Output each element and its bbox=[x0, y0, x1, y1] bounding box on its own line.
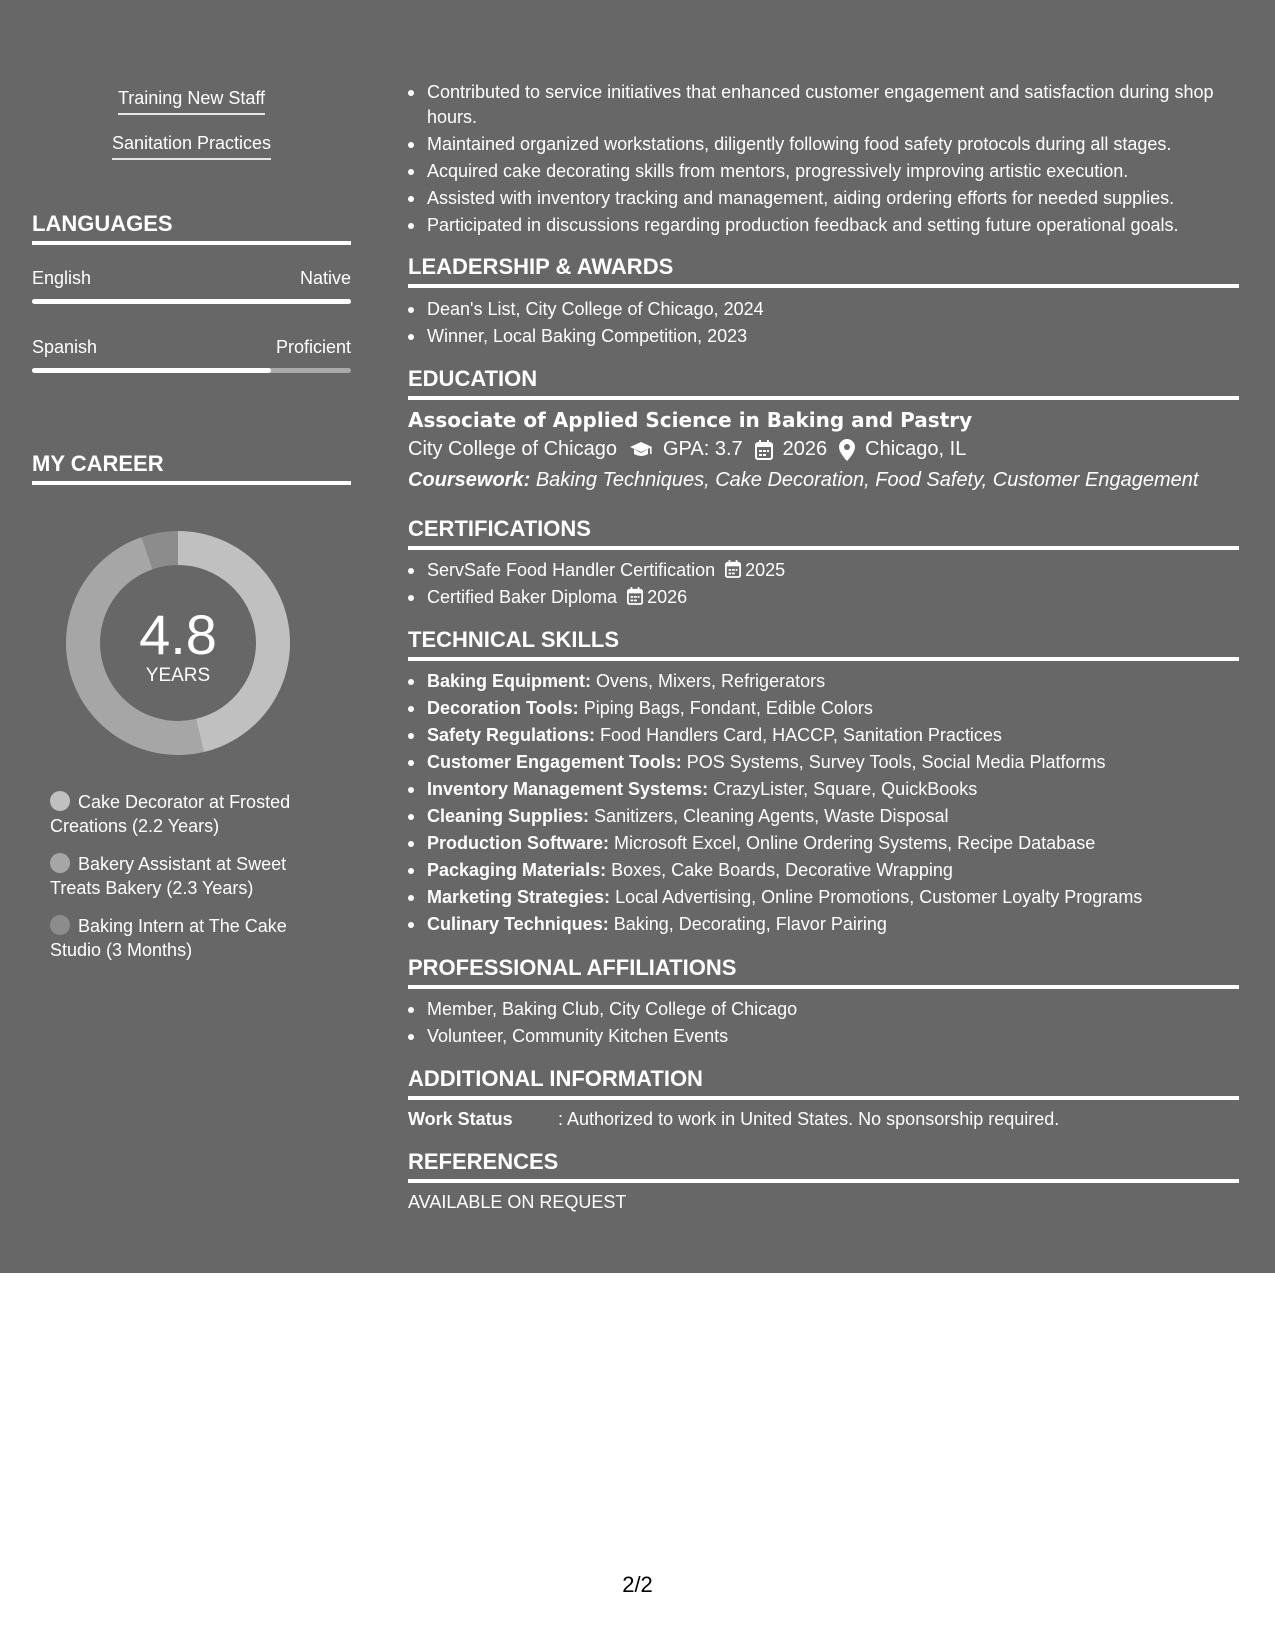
certification-year: 2026 bbox=[647, 587, 688, 607]
certification-name: ServSafe Food Handler Certification bbox=[427, 560, 716, 580]
skill-sanitation-practices bbox=[32, 133, 351, 160]
career-total-unit: YEARS bbox=[145, 665, 211, 686]
certifications-heading: CERTIFICATIONS bbox=[408, 516, 1239, 550]
language-bar-spanish bbox=[32, 368, 351, 373]
skill-category: Decoration Tools: bbox=[427, 698, 579, 718]
career-heading: MY CAREER bbox=[32, 451, 351, 485]
technical-skills-list bbox=[408, 669, 1239, 939]
language-bar-fill bbox=[32, 368, 271, 373]
list-item bbox=[408, 750, 1239, 775]
list-item bbox=[408, 585, 1239, 610]
skill-category: Inventory Management Systems: bbox=[427, 779, 709, 799]
skill-category: Baking Equipment: bbox=[427, 671, 592, 691]
skill-values: Boxes, Cake Boards, Decorative Wrapping bbox=[611, 860, 953, 880]
calendar-icon bbox=[627, 587, 643, 605]
education-year: 2026 bbox=[782, 438, 828, 460]
education-degree: Associate of Applied Science in Baking and Pastry bbox=[408, 408, 973, 432]
list-item bbox=[408, 777, 1239, 802]
list-item: Maintained organized workstations, diligently following food safety protocols during all stages. bbox=[408, 132, 1239, 157]
certification-year: 2025 bbox=[745, 560, 786, 580]
work-status-row bbox=[408, 1109, 1059, 1130]
career-item-text: Baking Intern at The Cake Studio (3 Months) bbox=[50, 916, 287, 960]
skill-label: Sanitation Practices bbox=[112, 133, 271, 160]
education-school: City College of Chicago bbox=[408, 438, 617, 460]
education-details bbox=[408, 438, 966, 461]
skill-values: Local Advertising, Online Promotions, Customer Loyalty Programs bbox=[615, 887, 1143, 907]
list-item: Winner, Local Baking Competition, 2023 bbox=[408, 324, 1239, 349]
skill-values: Microsoft Excel, Online Ordering Systems, Recipe Database bbox=[614, 833, 1096, 853]
education-gpa: GPA: 3.7 bbox=[663, 438, 743, 460]
work-status-label: Work Status bbox=[408, 1109, 513, 1129]
experience-bullets bbox=[408, 80, 1239, 240]
list-item bbox=[408, 885, 1239, 910]
language-spanish bbox=[32, 337, 351, 358]
technical-skills-heading: TECHNICAL SKILLS bbox=[408, 627, 1239, 661]
career-item bbox=[50, 852, 320, 900]
list-item bbox=[408, 696, 1239, 721]
list-item: Acquired cake decorating skills from mentors, progressively improving artistic execution. bbox=[408, 159, 1239, 184]
skill-label: Training New Staff bbox=[118, 88, 265, 115]
affiliations-list bbox=[408, 997, 1239, 1051]
references-text: AVAILABLE ON REQUEST bbox=[408, 1192, 627, 1212]
career-dot bbox=[50, 791, 70, 811]
list-item: Assisted with inventory tracking and management, aiding ordering efforts for needed supplies. bbox=[408, 186, 1239, 211]
coursework-label: Coursework: bbox=[408, 469, 531, 491]
list-item bbox=[408, 858, 1239, 883]
list-item: Dean's List, City College of Chicago, 2024 bbox=[408, 297, 1239, 322]
skill-training-new-staff bbox=[32, 88, 351, 115]
skill-category: Marketing Strategies: bbox=[427, 887, 611, 907]
career-item bbox=[50, 914, 320, 962]
skill-values: Ovens, Mixers, Refrigerators bbox=[596, 671, 826, 691]
skill-values: Piping Bags, Fondant, Edible Colors bbox=[583, 698, 873, 718]
language-name: English bbox=[32, 268, 92, 288]
career-item-text: Cake Decorator at Frosted Creations (2.2 Years) bbox=[50, 792, 291, 836]
list-item bbox=[408, 831, 1239, 856]
language-bar-english bbox=[32, 299, 351, 304]
career-dot bbox=[50, 915, 70, 935]
education-coursework bbox=[408, 469, 1198, 492]
list-item bbox=[408, 804, 1239, 829]
leadership-heading: LEADERSHIP & AWARDS bbox=[408, 254, 1239, 288]
skill-values: Sanitizers, Cleaning Agents, Waste Disposal bbox=[594, 806, 949, 826]
language-level: Proficient bbox=[275, 337, 351, 357]
list-item: Member, Baking Club, City College of Chicago bbox=[408, 997, 1239, 1022]
work-status-value: : Authorized to work in United States. No sponsorship required. bbox=[558, 1109, 1060, 1129]
career-item-text: Bakery Assistant at Sweet Treats Bakery (2.3 Years) bbox=[50, 854, 287, 898]
career-dot bbox=[50, 853, 70, 873]
graduation-cap-icon bbox=[629, 441, 653, 459]
career-total-value: 4.8 bbox=[139, 603, 217, 666]
list-item bbox=[408, 912, 1239, 937]
language-name: Spanish bbox=[32, 337, 98, 357]
language-level: Native bbox=[299, 268, 351, 288]
languages-heading: LANGUAGES bbox=[32, 211, 351, 245]
location-pin-icon bbox=[839, 439, 855, 461]
list-item: Contributed to service initiatives that enhanced customer engagement and satisfaction during shop hours. bbox=[408, 80, 1239, 130]
calendar-icon bbox=[725, 560, 741, 578]
language-english bbox=[32, 268, 351, 289]
skill-values: Baking, Decorating, Flavor Pairing bbox=[613, 914, 887, 934]
list-item bbox=[408, 669, 1239, 694]
education-location: Chicago, IL bbox=[865, 438, 967, 460]
list-item: Participated in discussions regarding production feedback and setting future operational goals. bbox=[408, 213, 1239, 238]
language-bar-fill bbox=[32, 299, 351, 304]
career-item bbox=[50, 790, 320, 838]
coursework-value: Baking Techniques, Cake Decoration, Food Safety, Customer Engagement bbox=[535, 469, 1199, 491]
calendar-icon bbox=[755, 440, 773, 460]
skill-values: POS Systems, Survey Tools, Social Media Platforms bbox=[686, 752, 1106, 772]
list-item: Volunteer, Community Kitchen Events bbox=[408, 1024, 1239, 1049]
leadership-list bbox=[408, 297, 1239, 351]
skill-category: Packaging Materials: bbox=[427, 860, 607, 880]
skill-category: Production Software: bbox=[427, 833, 610, 853]
skill-category: Cleaning Supplies: bbox=[427, 806, 590, 826]
skill-category: Culinary Techniques: bbox=[427, 914, 609, 934]
page-number: 2/2 bbox=[622, 1572, 653, 1597]
certification-name: Certified Baker Diploma bbox=[427, 587, 618, 607]
certifications-list bbox=[408, 558, 1239, 612]
affiliations-heading: PROFESSIONAL AFFILIATIONS bbox=[408, 955, 1239, 989]
education-heading: EDUCATION bbox=[408, 366, 1239, 400]
skill-values: Food Handlers Card, HACCP, Sanitation Practices bbox=[600, 725, 1002, 745]
skill-values: CrazyLister, Square, QuickBooks bbox=[713, 779, 978, 799]
skill-category: Customer Engagement Tools: bbox=[427, 752, 682, 772]
list-item bbox=[408, 723, 1239, 748]
skill-category: Safety Regulations: bbox=[427, 725, 596, 745]
list-item bbox=[408, 558, 1239, 583]
additional-info-heading: ADDITIONAL INFORMATION bbox=[408, 1066, 1239, 1100]
references-heading: REFERENCES bbox=[408, 1149, 1239, 1183]
